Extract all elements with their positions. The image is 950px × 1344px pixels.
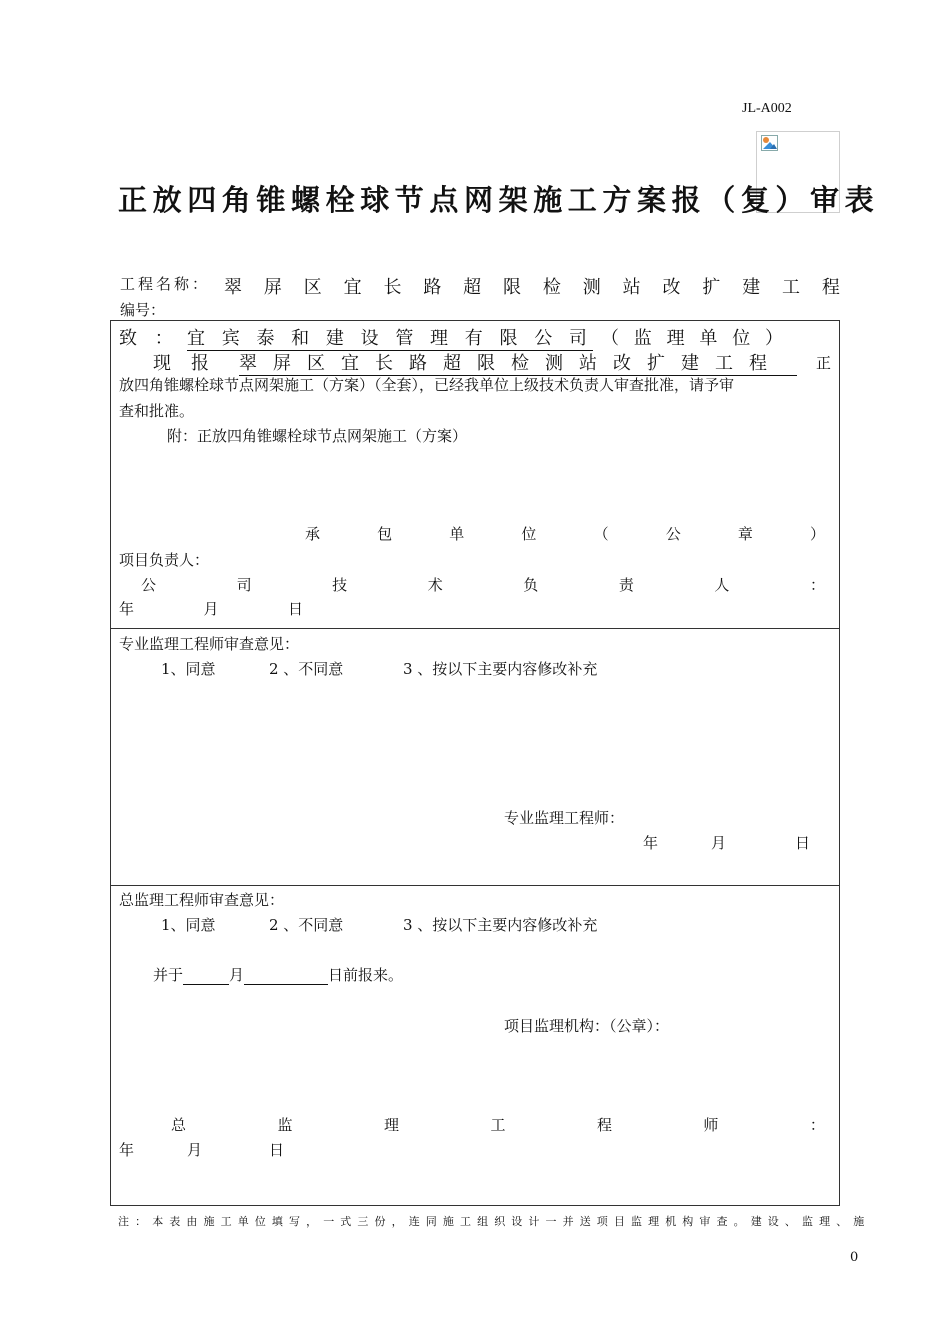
divider — [111, 628, 839, 629]
unit-name-char: 管 — [395, 327, 414, 349]
date-month: 月 — [187, 1141, 203, 1159]
tech-lead-char: 负 — [523, 576, 539, 594]
tech-lead-char: 责 — [618, 576, 634, 594]
date-day: 日 — [795, 834, 811, 852]
report-project-char: 站 — [579, 352, 597, 374]
unit-suffix-char: 监 — [633, 328, 652, 349]
option-disagree: 2 、不同意 — [269, 916, 344, 934]
project-name-char: 超 — [463, 277, 482, 298]
tech-lead-char: 公 — [141, 576, 157, 594]
project-name-char: 程 — [821, 277, 840, 298]
report-project-char: 工 — [715, 352, 733, 374]
month-blank[interactable] — [183, 968, 229, 985]
unit-name-char: 设 — [360, 327, 379, 349]
contractor-seal-char: 位 — [521, 525, 537, 543]
chief-engineer-char: 理 — [383, 1116, 399, 1134]
contractor-seal-char: 公 — [665, 525, 681, 543]
unit-name-char: 理 — [430, 327, 449, 349]
chief-engineer-char: ： — [809, 1116, 825, 1134]
unit-name-char: 建 — [325, 327, 344, 349]
date-year: 年 — [119, 1141, 135, 1159]
report-project-char: 路 — [409, 352, 427, 374]
contractor-date-line — [119, 598, 303, 619]
unit-name-char: 公 — [534, 327, 553, 349]
addressee-line — [119, 325, 831, 349]
unit-suffix-char: 单 — [699, 328, 718, 349]
tech-lead-char: 司 — [236, 576, 252, 594]
unit-name-char: 司 — [568, 327, 587, 349]
report-line — [153, 349, 831, 375]
date-year: 年 — [643, 834, 659, 852]
report-project-char: 超 — [443, 352, 461, 374]
report-project-char: 检 — [511, 352, 529, 374]
contractor-seal-char: （ — [593, 525, 609, 543]
to-prefix: 致 ： — [119, 328, 179, 349]
specialist-date-line — [643, 832, 813, 852]
chief-opinion-heading: 总监理工程师审查意见： — [119, 891, 285, 909]
chief-options — [161, 914, 681, 934]
chief-engineer-char: 程 — [596, 1116, 612, 1134]
report-prefix-char: 现 — [153, 353, 171, 374]
project-name-char: 翠 — [224, 277, 243, 298]
divider — [111, 885, 839, 886]
report-body-line2: 放四角锥螺栓球节点网架施工（方案）（全套），已经我单位上级技术负责人审查批准，请予审 — [119, 376, 735, 394]
date-day: 日 — [269, 1141, 285, 1159]
chief-engineer-char: 师 — [703, 1116, 719, 1134]
project-name-char: 测 — [582, 277, 601, 298]
report-prefix — [153, 349, 209, 375]
unit-name-char: 宾 — [221, 327, 240, 349]
broken-image-icon — [761, 135, 778, 151]
option-revise: 3 、按以下主要内容修改补充 — [403, 660, 598, 678]
report-project-char: 宜 — [341, 352, 359, 374]
project-name-value — [224, 273, 840, 299]
project-name-char: 限 — [503, 277, 522, 298]
project-name-char: 路 — [423, 277, 442, 298]
option-agree: 1、同意 — [161, 916, 216, 934]
company-tech-lead-line — [141, 574, 825, 595]
unit-name-char: 宜 — [187, 327, 205, 349]
option-revise: 3 、按以下主要内容修改补充 — [403, 916, 598, 934]
approval-form-table — [110, 320, 840, 1206]
footnote: 注：本表由施工单位填写，一式三份，连同施工组织设计一并送项目监理机构审查。建设、监理、施 — [118, 1215, 871, 1228]
report-project-name — [239, 349, 797, 376]
project-name-char: 改 — [662, 277, 681, 298]
document-title: 正放四角锥螺栓球节点网架施工方案报（复）审表 — [118, 183, 880, 217]
date-char: 日 — [287, 600, 303, 618]
contractor-seal-line — [305, 523, 825, 544]
date-month: 月 — [711, 834, 727, 852]
specialist-options — [161, 658, 681, 678]
return-suffix: 日前报来。 — [328, 966, 404, 984]
specialist-signer-label: 专业监理工程师： — [504, 809, 625, 827]
chief-engineer-char: 总 — [171, 1116, 187, 1134]
specialist-opinion-heading: 专业监理工程师审查意见： — [119, 635, 300, 653]
chief-engineer-char: 监 — [277, 1116, 293, 1134]
report-project-char: 区 — [307, 352, 325, 374]
report-project-char: 改 — [613, 352, 631, 374]
report-project-char: 长 — [375, 352, 393, 374]
report-project-char: 程 — [749, 352, 767, 374]
date-char: 月 — [203, 600, 219, 618]
contractor-seal-char: ） — [809, 525, 825, 543]
tech-lead-char: 人 — [714, 576, 730, 594]
tech-lead-char: 技 — [332, 576, 348, 594]
project-name-char: 站 — [622, 277, 641, 298]
option-disagree: 2 、不同意 — [269, 660, 344, 678]
return-deadline-line — [153, 964, 403, 985]
contractor-seal-char: 承 — [305, 525, 321, 543]
project-name-char: 检 — [542, 277, 561, 298]
project-name-char: 扩 — [702, 277, 721, 298]
project-name-char: 长 — [383, 277, 402, 298]
project-name-line — [120, 273, 840, 299]
document-code: JL-A002 — [742, 101, 792, 116]
report-project-char: 翠 — [239, 352, 257, 374]
supervision-unit-name — [187, 324, 593, 351]
unit-name-char: 限 — [499, 327, 518, 349]
tech-lead-char: 术 — [427, 576, 443, 594]
chief-date-line — [119, 1139, 319, 1159]
unit-suffix-char: 位 — [732, 328, 751, 349]
project-name-char: 建 — [742, 277, 761, 298]
report-tail: 正 — [815, 353, 831, 372]
unit-name-char: 泰 — [256, 327, 275, 349]
project-name-char: 工 — [782, 277, 801, 298]
unit-name-char: 和 — [291, 327, 310, 349]
chief-engineer-char: 工 — [490, 1116, 506, 1134]
attachment-line: 附：正放四角锥螺栓球节点网架施工（方案） — [167, 427, 468, 445]
report-project-char: 建 — [681, 352, 699, 374]
chief-engineer-line — [171, 1114, 825, 1135]
return-month: 月 — [229, 966, 245, 984]
number-label: 编号： — [120, 301, 166, 319]
page-number: 0 — [850, 1250, 859, 1265]
supervision-unit-suffix — [601, 324, 783, 350]
report-project-char: 扩 — [647, 352, 665, 374]
contractor-seal-char: 章 — [737, 525, 753, 543]
supervision-agency-label: 项目监理机构：（公章）： — [504, 1017, 670, 1035]
tech-lead-char: ： — [809, 576, 825, 594]
unit-name-char: 有 — [464, 327, 483, 349]
project-name-char: 宜 — [343, 277, 362, 298]
report-project-char: 测 — [545, 352, 563, 374]
project-name-char: 屏 — [263, 277, 282, 298]
project-name-label: 工程名称： — [120, 275, 211, 293]
report-body-line3: 查和批准。 — [119, 402, 195, 420]
day-blank[interactable] — [244, 968, 328, 985]
return-prefix: 并于 — [153, 966, 184, 984]
unit-suffix-char: ） — [764, 328, 783, 349]
option-agree: 1、同意 — [161, 660, 216, 678]
unit-suffix-char: （ — [601, 328, 619, 349]
project-manager-label: 项目负责人： — [119, 551, 210, 569]
unit-suffix-char: 理 — [666, 328, 685, 349]
contractor-seal-char: 包 — [377, 525, 393, 543]
report-project-char: 屏 — [273, 352, 291, 374]
report-project-char: 限 — [477, 352, 495, 374]
project-name-char: 区 — [303, 277, 322, 298]
contractor-seal-char: 单 — [449, 525, 465, 543]
date-char: 年 — [119, 600, 135, 618]
report-prefix-char: 报 — [191, 353, 209, 374]
